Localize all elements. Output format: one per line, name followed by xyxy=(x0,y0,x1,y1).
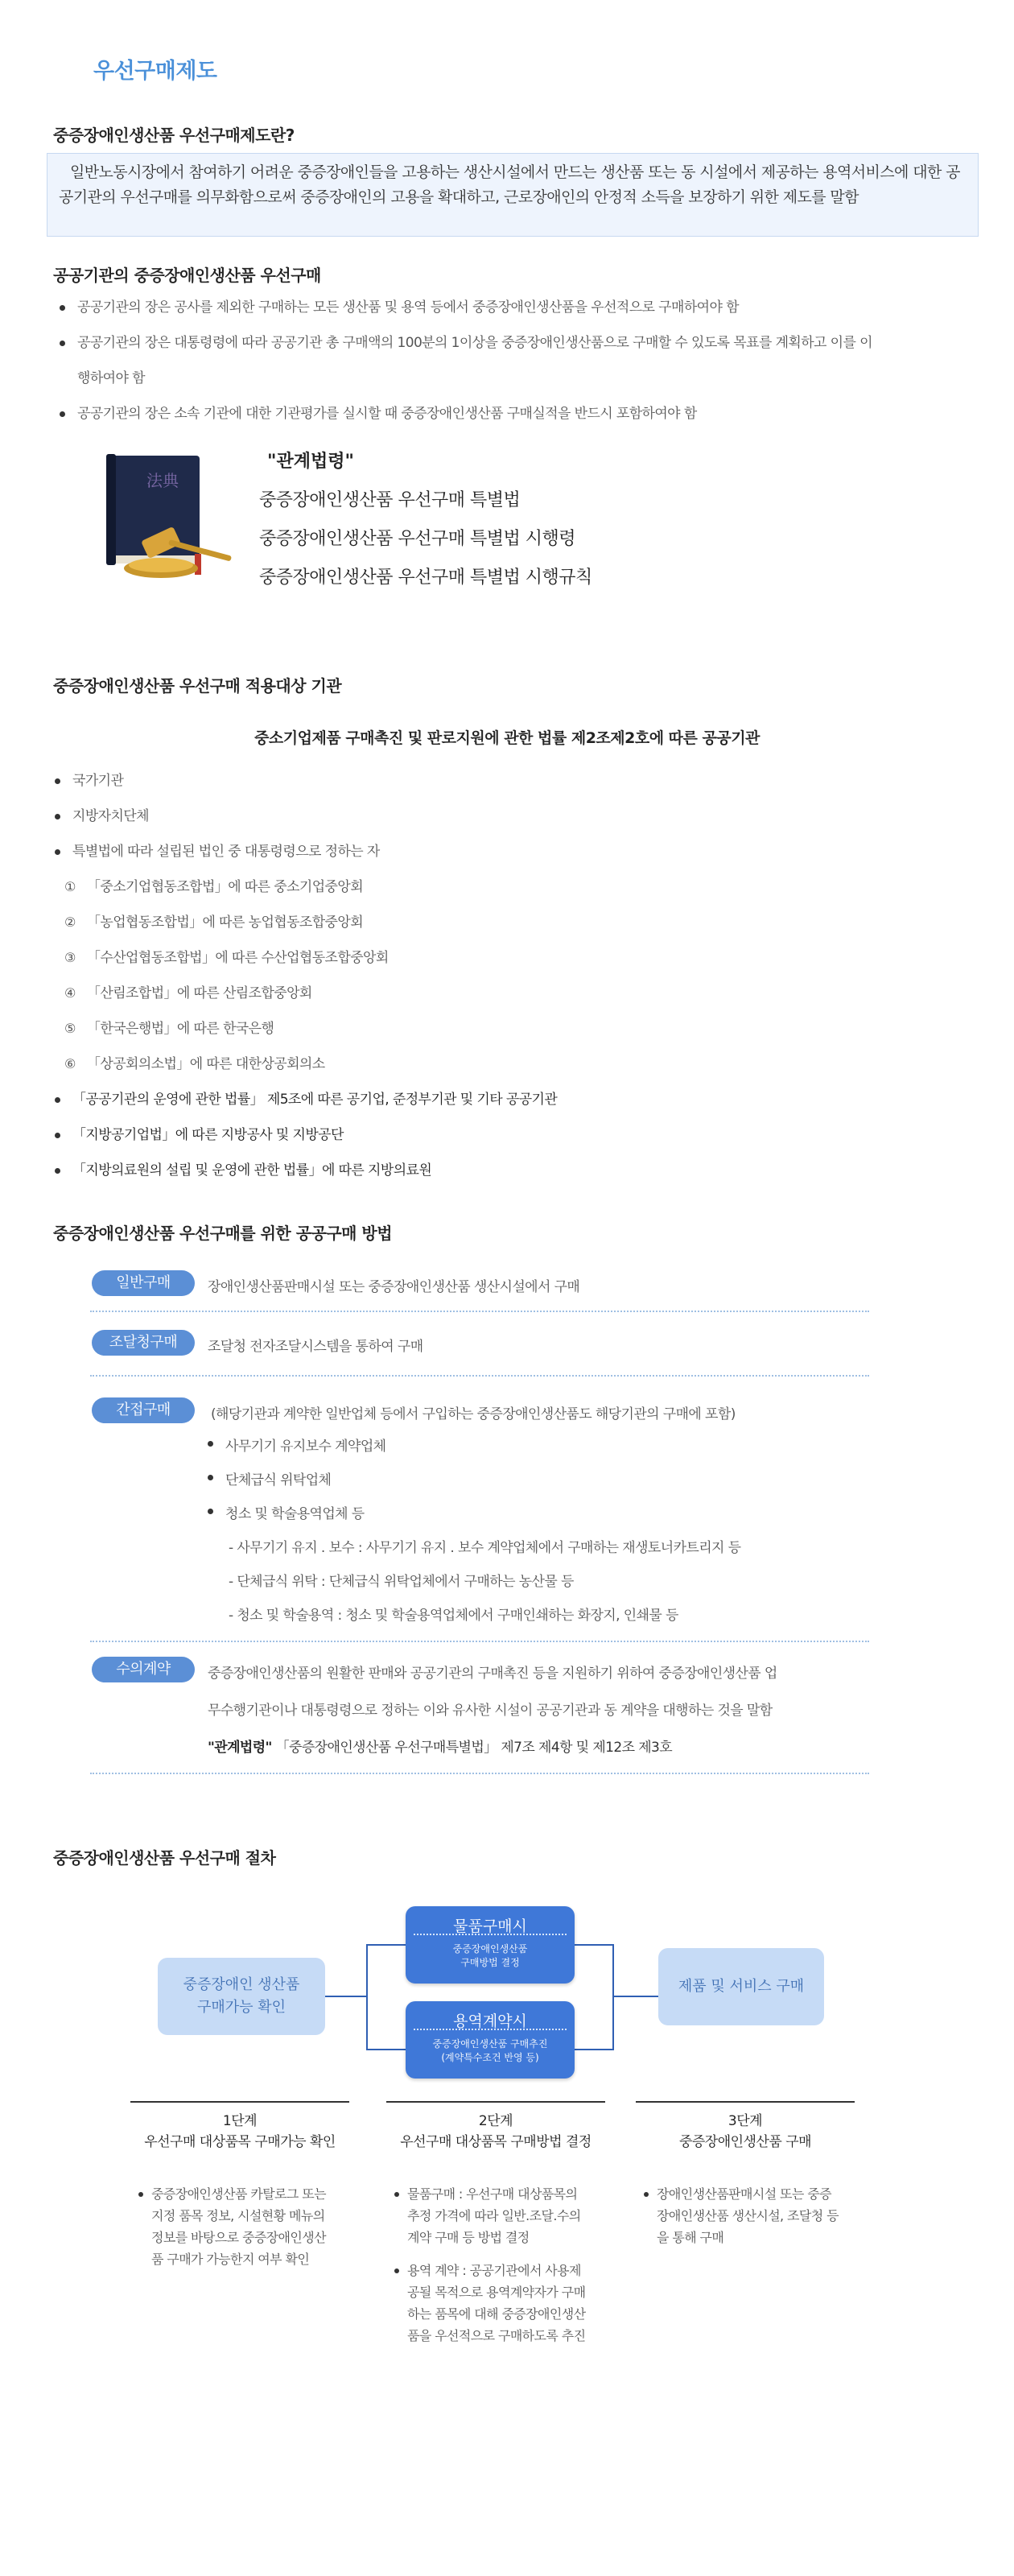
numbered-item: ① 「중소기업협동조합법」에 따른 중소기업중앙회 xyxy=(64,879,364,895)
law-heading: "관계법령" xyxy=(267,452,354,472)
targets-title: 중증장애인생산품 우선구매 적용대상 기관 xyxy=(53,676,342,696)
private-contract-badge: 수의계약 xyxy=(92,1657,195,1682)
procurement-text: 조달청 전자조달시스템을 통하여 구매 xyxy=(208,1339,423,1355)
step-header: 2단계 우선구매 대상품목 구매방법 결정 xyxy=(386,2101,605,2153)
list-item: 「공공기관의 운영에 관한 법률」 제5조에 따른 공기업, 준정부기관 및 기타 공공기관 xyxy=(48,1082,982,1117)
indirect-bullet: 청소 및 학술용역업체 등 xyxy=(225,1502,365,1522)
list-item: 「지방의료원의 설립 및 운영에 관한 법률」에 따른 지방의료원 xyxy=(48,1153,982,1188)
intro-box: 일반노동시장에서 참여하기 어려운 중증장애인들을 고용하는 생산시설에서 만드는 생산품 또는 동 시설에서 제공하는 용역서비스에 대한 공공기관의 우선구매를 의무화함으로써 중증장애인의 고용을 확대하고, 근로장애인의 안정적 소득을 보장하기 위한 제도를 말함 xyxy=(47,153,979,237)
indirect-example: - 사무기기 유지 . 보수 : 사무기기 유지 . 보수 계약업체에서 구매하는 재생토너카트리지 등 xyxy=(229,1540,741,1556)
list-item: 공공기관의 장은 대통령령에 따라 공공기관 총 구매액의 100분의 1이상을 중증장애인생산품으로 구매할 수 있도록 목표를 계획하고 이를 이 xyxy=(53,325,987,361)
private-contract-text: 무수행기관이나 대통령령으로 정하는 이와 유사한 시설이 공공기관과 동 계약을 대행하는 것을 말함 xyxy=(208,1703,773,1719)
indirect-purchase-badge: 간접구매 xyxy=(92,1397,195,1423)
step-detail xyxy=(636,2183,855,2260)
divider xyxy=(90,1311,869,1312)
numbered-item: ⑥ 「상공회의소법」에 따른 대한상공회의소 xyxy=(64,1056,325,1072)
list-item: 「지방공기업법」에 따른 지방공사 및 지방공단 xyxy=(48,1117,982,1153)
list-item-continued: 행하여야 함 xyxy=(77,370,145,386)
step-box-service: 용역계약시 중증장애인생산품 구매추진 (계약특수조건 반영 등) xyxy=(406,2001,575,2079)
step-detail-item: 물품구매 : 우선구매 대상품목의 추정 가격에 따라 일반.조달.수의 계약 구매 등 방법 결정 xyxy=(386,2183,605,2248)
numbered-item: ③ 「수산업협동조합법」에 따른 수산업협동조합중앙회 xyxy=(64,950,389,966)
intro-title: 중증장애인생산품 우선구매제도란? xyxy=(53,126,295,145)
indirect-example: - 청소 및 학술용역 : 청소 및 학술용역업체에서 구매인쇄하는 화장지, 인쇄물 등 xyxy=(229,1608,678,1624)
general-purchase-text: 장애인생산품판매시설 또는 중증장애인생산품 생산시설에서 구매 xyxy=(208,1279,580,1295)
list-item: 국가기관 xyxy=(48,763,982,799)
divider xyxy=(90,1773,869,1774)
step-box-purchase: 제품 및 서비스 구매 xyxy=(658,1948,824,2025)
indirect-bullet: 단체급식 위탁업체 xyxy=(225,1468,331,1488)
private-contract-text: 중증장애인생산품의 원활한 판매와 공공기관의 구매촉진 등을 지원하기 위하여 중증장애인생산품 업 xyxy=(208,1666,777,1682)
list-item: 공공기관의 장은 공사를 제외한 구매하는 모든 생산품 및 용역 등에서 중증장애인생산품을 우선적으로 구매하여야 함 xyxy=(53,290,987,325)
step-detail xyxy=(130,2183,349,2281)
public-list xyxy=(53,290,987,431)
methods-title: 중증장애인생산품 우선구매를 위한 공공구매 방법 xyxy=(53,1224,393,1243)
page-title: 우선구매제도 xyxy=(93,59,217,84)
indirect-bullet: 사무기기 유지보수 계약업체 xyxy=(225,1435,385,1455)
public-title: 공공기관의 중증장애인생산품 우선구매 xyxy=(53,266,321,285)
general-purchase-badge: 일반구매 xyxy=(92,1270,195,1296)
private-contract-law: "관계법령" 「중증장애인생산품 우선구매특별법」 제7조 제4항 및 제12조 제3호 xyxy=(208,1740,673,1756)
divider xyxy=(90,1375,869,1377)
procedure-title: 중증장애인생산품 우선구매 절차 xyxy=(53,1848,276,1868)
step-box-goods: 물품구매시 중증장애인생산품 구매방법 결정 xyxy=(406,1906,575,1984)
law-item: 중증장애인생산품 우선구매 특별법 시행령 xyxy=(259,529,576,549)
law-item: 중증장애인생산품 우선구매 특별법 xyxy=(259,490,521,510)
targets-subtitle: 중소기업제품 구매촉진 및 판로지원에 관한 법률 제2조제2호에 따른 공공기관 xyxy=(254,729,760,747)
numbered-item: ④ 「산림조합법」에 따른 산림조합중앙회 xyxy=(64,985,312,1001)
step-header: 1단계 우선구매 대상품목 구매가능 확인 xyxy=(130,2101,349,2153)
step-box-confirm: 중증장애인 생산품 구매가능 확인 xyxy=(158,1958,325,2035)
law-item: 중증장애인생산품 우선구매 특별법 시행규칙 xyxy=(259,568,592,588)
book-title-text: 法典 xyxy=(146,471,179,490)
indirect-example: - 단체급식 위탁 : 단체급식 위탁업체에서 구매하는 농산물 등 xyxy=(229,1574,574,1590)
divider xyxy=(90,1641,869,1642)
step-detail-item: 용역 계약 : 공공기관에서 사용제 공될 목적으로 용역계약자가 구매 하는 품목에 대해 중증장애인생산 품을 우선적으로 구매하도록 추진 xyxy=(386,2260,605,2347)
numbered-item: ⑤ 「한국은행법」에 따른 한국은행 xyxy=(64,1021,274,1037)
step-detail-item: 중증장애인생산품 카탈로그 또는 지정 품목 정보, 시설현황 메뉴의 정보를 바탕으로 중증장애인생산 품 구매가 가능한지 여부 확인 xyxy=(130,2183,349,2270)
step-header: 3단계 중증장애인생산품 구매 xyxy=(636,2101,855,2153)
step-detail xyxy=(386,2183,605,2358)
list-item: 특별법에 따라 설립된 법인 중 대통령령으로 정하는 자 xyxy=(48,834,982,869)
targets-list xyxy=(48,763,982,1188)
list-item: 지방자치단체 xyxy=(48,799,982,834)
list-item: 공공기관의 장은 소속 기관에 대한 기관평가를 실시할 때 중증장애인생산품 구매실적을 반드시 포함하여야 함 xyxy=(53,396,987,431)
step-detail-item: 장애인생산품판매시설 또는 중증 장애인생산품 생산시설, 조달청 등 을 통해 구매 xyxy=(636,2183,855,2248)
procurement-badge: 조달청구매 xyxy=(92,1330,195,1356)
law-book-image xyxy=(89,451,241,588)
indirect-purchase-text: (해당기관과 계약한 일반업체 등에서 구입하는 중증장애인생산품도 해당기관의 구매에 포함) xyxy=(211,1406,736,1422)
numbered-item: ② 「농업협동조합법」에 따른 농업협동조합중앙회 xyxy=(64,914,364,931)
